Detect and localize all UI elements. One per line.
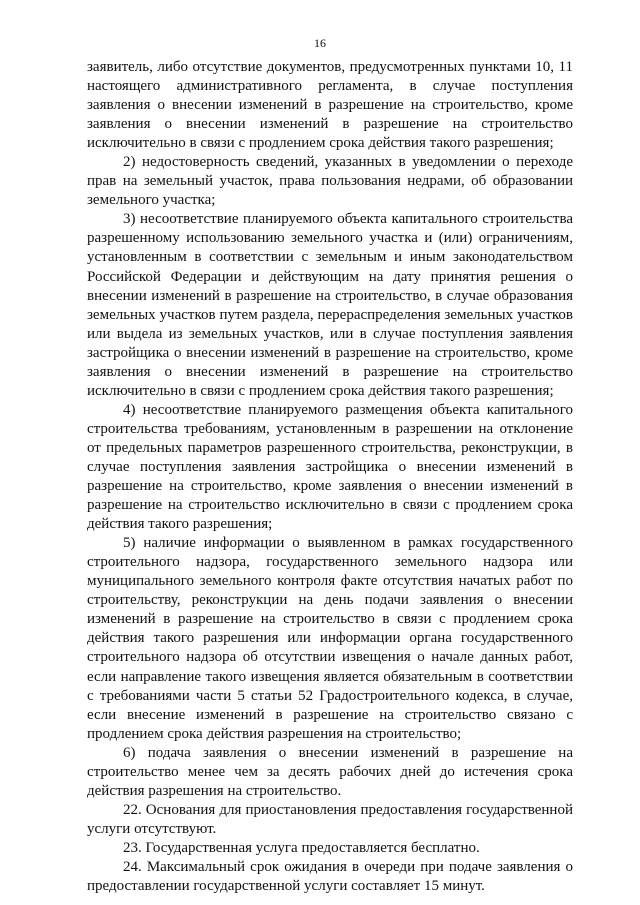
paragraph-item-6: 6) подача заявления о внесении изменений в разрешение на строительство менее чем за десять рабочих дней до истечения срока действия разрешения на строительство. <box>87 744 573 799</box>
paragraph-item-4: 4) несоответствие планируемого размещения объекта капитального строительства требованиям, установленным в разрешении на отклонение от предельных параметров разрешенного строительства, реконструкции, в случае поступления заявления застройщика о внесении изменений в разрешение на строительство, кроме заявления о внесении изменений в разрешение на строительство исключительно в связи с продлением срока действия такого разрешения; <box>87 401 573 533</box>
document-body <box>87 58 573 896</box>
paragraph-clause-22: 22. Основания для приостановления предоставления государственной услуги отсутствуют. <box>87 801 573 837</box>
paragraph-item-2: 2) недостоверность сведений, указанных в уведомлении о переходе прав на земельный участок, права пользования недрами, об образовании земельного участка; <box>87 154 573 209</box>
paragraph-clause-24: 24. Максимальный срок ожидания в очереди при подаче заявления о предоставлении государственной услуги составляет 15 минут. <box>87 858 573 895</box>
paragraph-clause-23: 23. Государственная услуга предоставляется бесплатно. <box>123 839 480 856</box>
paragraph-item-5: 5) наличие информации о выявленном в рамках государственного строительного надзора, государственного земельного надзора или муниципального земельного контроля факте отсутствия начатых работ по строительству, реконструкции на день подачи заявления о внесении изменений в разрешение на строительство в связи с продлением срока действия такого разрешения или информации органа государственного строительного надзора об отсутствии извещения о начале данных работ, если направление такого извещения является обязательным в соответствии с требованиями части 5 статьи 52 Градостроительного кодекса, в случае, если внесение изменений в разрешение на строительство связано с продлением срока действия разрешения на строительство; <box>87 535 573 742</box>
page-number: 16 <box>314 36 326 50</box>
paragraph-continuation: заявитель, либо отсутствие документов, предусмотренных пунктами 10, 11 настоящего административного регламента, в случае поступления заявления о внесении изменений в разрешение на строительство, кроме заявления о внесении изменений в разрешение на строительство исключительно в связи с продлением срока действия такого разрешения; <box>87 59 573 152</box>
paragraph-item-3: 3) несоответствие планируемого объекта капитального строительства разрешенному использованию земельного участка и (или) ограничениям, установленным в соответствии с земельным и иным законодательством Российской Федерации и действующим на дату принятия решения о внесении изменений в разрешение на строительство, в случае образования земельных участков путем раздела, перераспределения земельных участков или выдела из земельных участков, или в случае поступления заявления застройщика о внесении изменений в разрешение на строительство, кроме заявления о внесении изменений в разрешение на строительство исключительно в связи с продлением срока действия такого разрешения; <box>87 211 573 399</box>
